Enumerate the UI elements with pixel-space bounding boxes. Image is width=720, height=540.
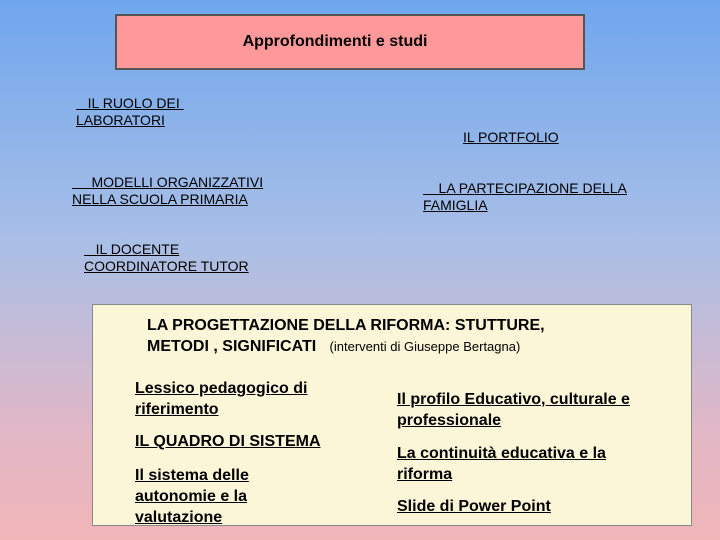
link-partecipazione-famiglia[interactable]: LA PARTECIPAZIONE DELLA FAMIGLIA — [423, 180, 627, 213]
link-modelli-organizzativi[interactable]: MODELLI ORGANIZZATIVI NELLA SCUOLA PRIMARIA — [72, 174, 264, 207]
riforma-panel — [92, 304, 692, 526]
title-box — [115, 14, 585, 70]
page-title: Approfondimenti e studi — [242, 33, 428, 50]
panel-heading — [147, 315, 545, 357]
link-sistema-autonomie[interactable]: Il sistema delle autonomie e la valutazione — [135, 467, 249, 526]
link-lessico[interactable]: Lessico pedagogico di riferimento — [135, 380, 308, 418]
link-continuita[interactable]: La continuità educativa e la riforma — [397, 445, 606, 483]
link-ruolo-laboratori[interactable]: IL RUOLO DEI LABORATORI — [76, 95, 180, 128]
link-slide[interactable]: Slide di Power Point — [397, 498, 551, 515]
link-portfolio[interactable]: IL PORTFOLIO — [463, 129, 559, 145]
link-profilo[interactable]: Il profilo Educativo, culturale e professionale — [397, 391, 630, 429]
panel-heading-note: (interventi di Giuseppe Bertagna) — [329, 339, 521, 354]
panel-heading-line2: METODI , SIGNIFICATI — [147, 338, 317, 355]
link-quadro-sistema[interactable]: IL QUADRO DI SISTEMA — [135, 433, 321, 450]
panel-heading-line1: LA PROGETTAZIONE DELLA RIFORMA: STUTTURE, — [147, 317, 545, 334]
link-docente-coordinatore[interactable]: IL DOCENTE COORDINATORE TUTOR — [84, 241, 249, 274]
